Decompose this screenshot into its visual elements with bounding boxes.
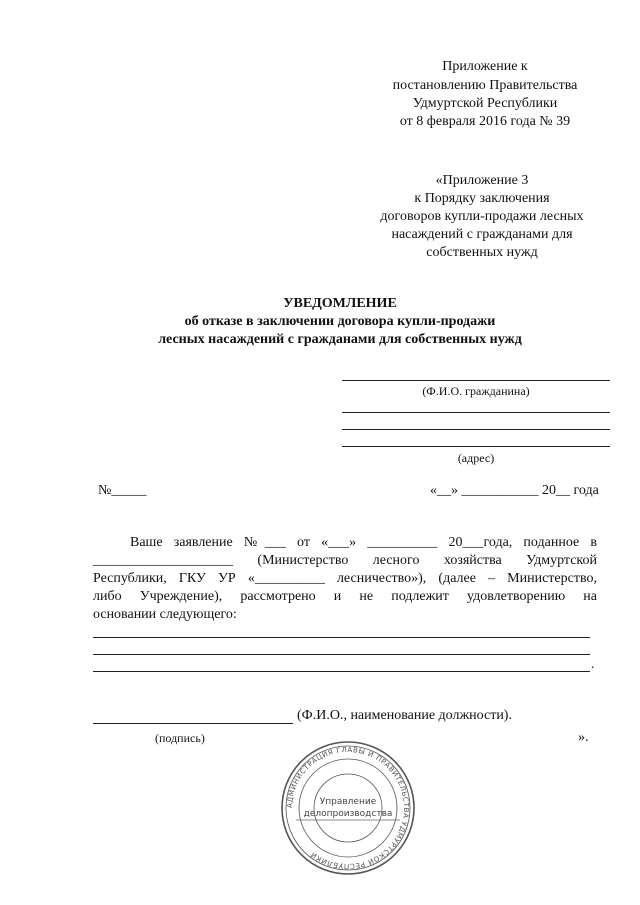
reason-line-3	[93, 671, 590, 672]
header-line-4: от 8 февраля 2016 года № 39	[399, 114, 571, 129]
reason-line-1	[93, 637, 590, 638]
stamp-ring-text: АДМИНИСТРАЦИЯ ГЛАВЫ И ПРАВИТЕЛЬСТВА УДМУРТСКОЙ РЕСПУБЛИКИ	[285, 745, 411, 871]
official-stamp	[278, 738, 418, 878]
reason-line-2	[93, 654, 590, 655]
reason-end-dot: .	[591, 657, 595, 672]
appendix-line-3: договоров купли-продажи лесных	[380, 209, 584, 224]
page-subtitle-1: об отказе в заключении договора купли-продажи	[184, 314, 496, 329]
page-title: УВЕДОМЛЕНИЕ	[283, 296, 397, 311]
recipient-fio-caption: (Ф.И.О. гражданина)	[422, 384, 530, 398]
recipient-fio-line	[342, 380, 610, 381]
body-line-5: основании следующего:	[93, 607, 237, 622]
signature-line	[93, 723, 293, 724]
stamp-inner-ring	[314, 774, 382, 842]
address-caption: (адрес)	[457, 451, 495, 465]
appendix-line-2: к Порядку заключения	[414, 191, 550, 206]
address-line-1	[342, 412, 610, 413]
stamp-center-line-2: делопроизводства	[303, 809, 393, 819]
body-line-2: ____________________ (Министерство лесного хозяйства Удмуртской	[93, 553, 597, 568]
appendix-line-4: насаждений с гражданами для	[391, 227, 573, 242]
address-line-2	[342, 429, 610, 430]
header-line-3: Удмуртской Республики	[412, 96, 558, 111]
signature-caption: (подпись)	[155, 731, 205, 745]
body-line-4: либо Учреждение), рассмотрено и не подлежит удовлетворению на	[93, 589, 597, 604]
stamp-outer-ring	[282, 742, 414, 874]
notice-number: №_____	[98, 483, 147, 498]
header-line-1: Приложение к	[442, 59, 528, 74]
header-line-2: постановлению Правительства	[392, 78, 578, 93]
notice-date: «__» ___________ 20__ года	[430, 483, 599, 498]
page-subtitle-2: лесных насаждений с гражданами для собственных нужд	[158, 332, 522, 347]
appendix-line-1: «Приложение 3	[435, 173, 529, 188]
closing-quote: ».	[578, 730, 589, 745]
body-line-1: Ваше заявление №___ от «___» __________ 20___года, поданное в	[130, 535, 597, 550]
appendix-line-5: собственных нужд	[426, 245, 538, 260]
stamp-center-line-1: Управление	[319, 797, 377, 807]
body-line-3: Республики, ГКУ УР «__________ лесничество»), (далее – Министерство,	[93, 571, 597, 586]
address-line-3	[342, 446, 610, 447]
signature-fio-caption: (Ф.И.О., наименование должности).	[297, 708, 512, 723]
